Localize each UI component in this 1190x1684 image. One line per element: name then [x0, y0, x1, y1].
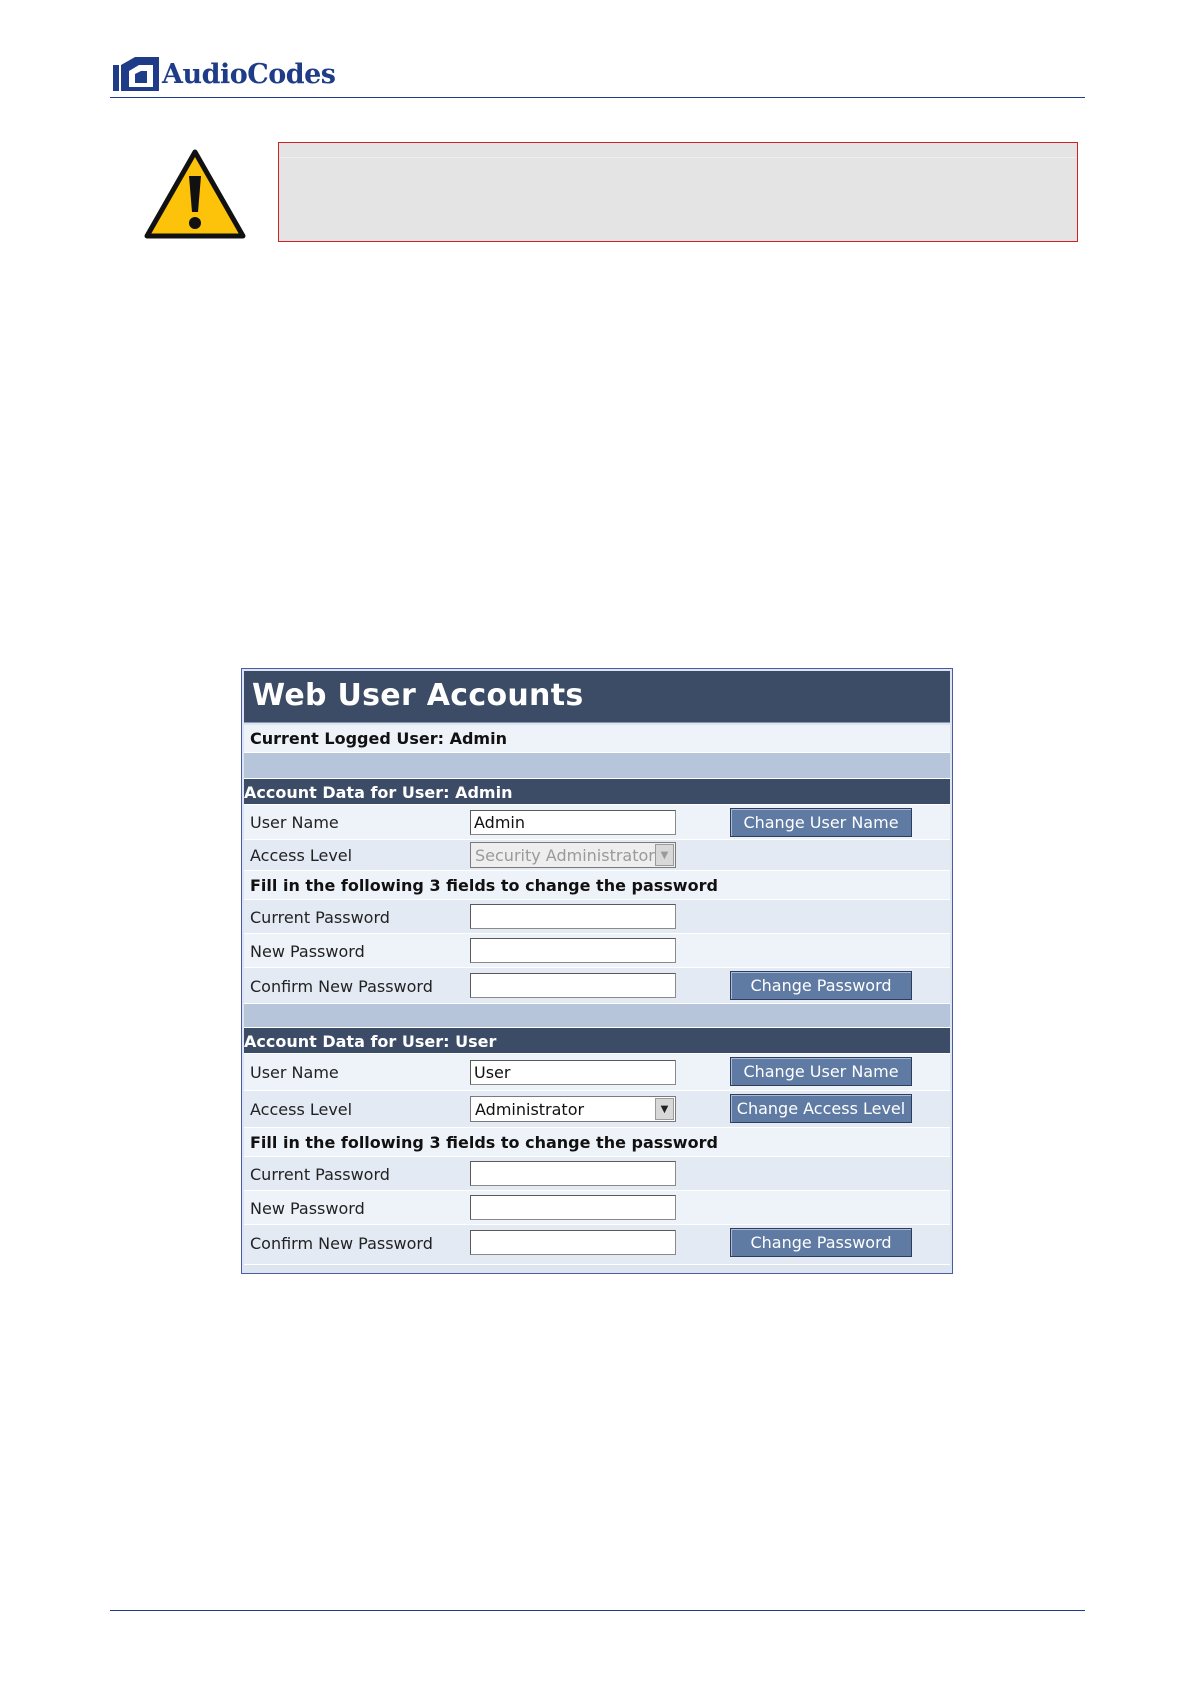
access-level-row: [244, 1091, 950, 1128]
section-title: Account Data for User: User: [244, 1032, 497, 1051]
current-password-input[interactable]: [470, 1161, 676, 1186]
change-password-button[interactable]: Change Password: [730, 1228, 912, 1257]
spacer-row: [244, 1004, 950, 1028]
access-level-label: Access Level: [250, 846, 353, 865]
web-user-accounts-panel: [241, 668, 953, 1274]
new-password-row: [244, 1191, 950, 1225]
warning-icon: [143, 148, 247, 240]
access-level-label: Access Level: [250, 1100, 353, 1119]
password-instructions-row: [244, 871, 950, 900]
section-header-admin: [244, 779, 950, 805]
title-bar: [244, 671, 950, 723]
user-name-row: [244, 805, 950, 840]
user-name-label: User Name: [250, 813, 339, 832]
new-password-input[interactable]: [470, 1195, 676, 1220]
current-user-label: Current Logged User: Admin: [250, 729, 507, 748]
confirm-password-input[interactable]: [470, 973, 676, 998]
user-name-input[interactable]: Admin: [470, 810, 676, 835]
confirm-password-input[interactable]: [470, 1230, 676, 1255]
footer-rule: [110, 1610, 1085, 1611]
change-password-button[interactable]: Change Password: [730, 971, 912, 1000]
confirm-password-label: Confirm New Password: [250, 977, 433, 996]
confirm-password-row: [244, 968, 950, 1004]
password-instructions-row: [244, 1128, 950, 1157]
confirm-password-row: [244, 1225, 950, 1265]
current-password-label: Current Password: [250, 1165, 390, 1184]
password-instructions: Fill in the following 3 fields to change the password: [250, 876, 718, 895]
audiocodes-logo-icon: [113, 57, 159, 91]
page-title: Web User Accounts: [252, 678, 584, 713]
current-password-input[interactable]: [470, 904, 676, 929]
note-box: [278, 142, 1078, 242]
access-level-row: [244, 840, 950, 871]
user-name-label: User Name: [250, 1063, 339, 1082]
current-user-row: [244, 725, 950, 753]
logo-text: AudioCodes: [162, 58, 336, 90]
new-password-label: New Password: [250, 942, 365, 961]
current-password-row: [244, 900, 950, 934]
access-level-select: [470, 842, 676, 868]
spacer-row: [244, 753, 950, 779]
new-password-label: New Password: [250, 1199, 365, 1218]
access-level-value: Administrator: [475, 1100, 585, 1119]
access-level-value: Security Administrator: [475, 846, 655, 865]
section-title: Account Data for User: Admin: [244, 783, 513, 802]
chevron-down-icon[interactable]: ▼: [655, 1098, 674, 1120]
new-password-row: [244, 934, 950, 968]
change-user-name-button[interactable]: Change User Name: [730, 1057, 912, 1086]
audiocodes-logo: [113, 56, 335, 92]
current-password-label: Current Password: [250, 908, 390, 927]
new-password-input[interactable]: [470, 938, 676, 963]
section-header-user: [244, 1028, 950, 1054]
password-instructions: Fill in the following 3 fields to change the password: [250, 1133, 718, 1152]
header-rule: [110, 97, 1085, 98]
confirm-password-label: Confirm New Password: [250, 1234, 433, 1253]
chevron-down-icon: ▼: [655, 844, 674, 866]
access-level-select[interactable]: [470, 1096, 676, 1122]
change-user-name-button[interactable]: Change User Name: [730, 808, 912, 837]
change-access-level-button[interactable]: Change Access Level: [730, 1094, 912, 1123]
user-name-row: [244, 1054, 950, 1091]
current-password-row: [244, 1157, 950, 1191]
user-name-input[interactable]: User: [470, 1060, 676, 1085]
